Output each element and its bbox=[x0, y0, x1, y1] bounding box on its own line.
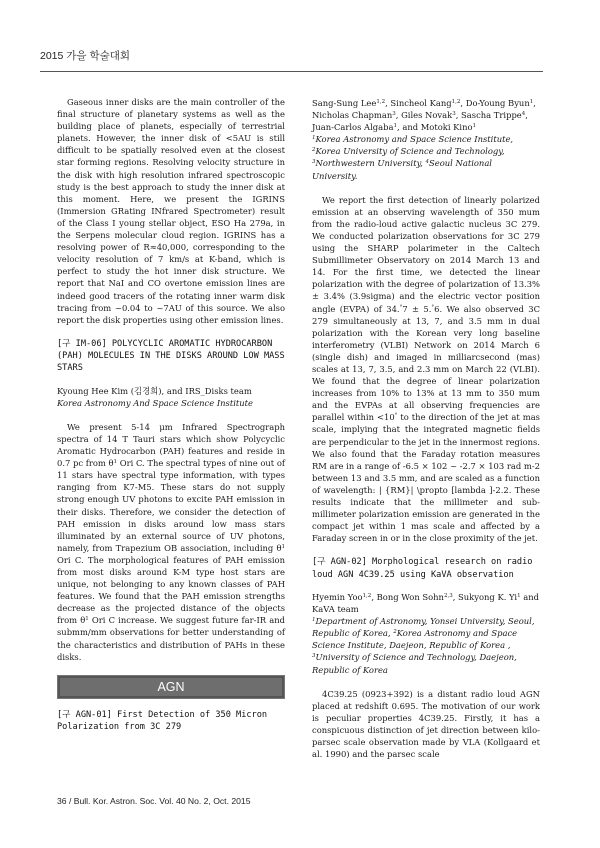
agn02-abstract: 4C39.25 (0923+392) is a distant radio loud AGN placed at redshift 0.695. The motivation of our work is peculiar properties 4C39.25. Firstly, it has a conspicuous distinction of jet direction between kilo-parsec scale observation made by VLA (Kollgaard et al. 1990) and the parsec scale bbox=[312, 688, 540, 760]
agn02-affiliations: $^1$Department of Astronomy, Yonsei University, Seoul, Republic of Korea, $^2$Korea Astronomy and Space Science Institute, Daejeon, Republic of Korea , $^3$University of Science and Technology, Daejeon, Republic of Korea bbox=[312, 616, 535, 675]
agn-section-label: AGN bbox=[60, 678, 282, 696]
agn02-title: [구 AGN-02] Morphological research on radio loud AGN 4C39.25 using KaVA observation bbox=[312, 557, 533, 580]
agn-section-banner bbox=[57, 675, 285, 699]
im06-affiliation: Korea Astronomy And Space Science Institute bbox=[57, 397, 253, 408]
agn01-affiliations: $^1$Korea Astronomy and Space Science Institute, $^2$Korea University of Science and Technology, $^3$Northwestern University, $^4$Seoul National University. bbox=[312, 134, 514, 181]
running-header: 2015 가을 학술대회 bbox=[40, 50, 131, 62]
right-column bbox=[312, 97, 540, 760]
im06-authors: Kyoung Hee Kim (김경희), and IRS_Disks team bbox=[57, 385, 252, 396]
im06-abstract: We present 5-14 μm Infrared Spectrograph spectra of 14 T Tauri stars which show Polycyclic Aromatic Hydrocarbon (PAH) features and reside in 0.7 pc from $\theta^1$ Ori C. The spectral types of nine out of 11 stars have spectral type information, with types ranging from K7-M5. These stars do not supply strong enough UV photons to excite PAH emission in their disks. Therefore, we consider the detection of PAH emission in disks around low mass stars illuminated by an external source of UV photons, namely, from Trapezium OB association, including $\theta^1$ Ori C. The morphological features of PAH emission from most disks around K-M type host stars are unique, not belonging to any known classes of PAH features. We found that the PAH emission strengths decrease as the projected distance of the objects from $\theta^1$ Ori C increase. We suggest future far-IR and submm/mm observations for better understanding of the characteristics and distribution of PAHs in these disks. bbox=[57, 421, 285, 662]
im06-title: [구 IM-06] POLYCYCLIC AROMATIC HYDROCARBON (PAH) MOLECULES IN THE DISKS AROUND LOW MASS STARS bbox=[57, 338, 285, 374]
agn01-abstract: We report the first detection of linearly polarized emission at an observing wavelength of 350 mum from the radio-loud active galactic nucleus 3C 279. We conducted polarization observations for 3C 279 using the SHARP polarimeter in the Caltech Submillimeter Observatory on 2014 March 13 and 14. For the first time, we detected the linear polarization with the degree of polarization of 13.3% ± 3.4% (3.9sigma) and the electric vector position angle (EVPA) of 34.°7 ± 5.°6. We also observed 3C 279 simultaneously at 13, 7, and 3.5 mm in dual polarization with the Korean very long baseline interferometry (VLBI) Network on 2014 March 6 (single dish) and imaged in milliarcsecond (mas) scales at 13, 7, 3.5, and 2.3 mm on March 22 (VLBI). We found that the degree of linear polarization increases from 10% to 13% at 13 mm to 350 mum and the EVPAs at all observing frequencies are parallel within <10° to the direction of the jet at mas scale, implying that the integrated magnetic fields are perpendicular to the jet in the innermost regions. We also found that the Faraday rotation measures RM are in a range of -6.5 × 102 ~ -2.7 × 103 rad m-2 between 13 and 3.5 mm, and are scaled as a function of wavelength: | {RM}| \propto [lambda ]-2.2. These results indicate that the millimeter and sub-millimeter polarization emission are generated in the compact jet within 1 mas scale and affected by a Faraday screen in or in the close proximity of the jet. bbox=[312, 194, 540, 544]
page-footer: 36 / Bull. Kor. Astron. Soc. Vol. 40 No. 2, Oct. 2015 bbox=[57, 796, 251, 806]
intro-abstract: Gaseous inner disks are the main controller of the final structure of planetary systems as well as the building place of planets, especially of terrestrial planets. However, the inner disk of <5AU is still difficult to be spatially resolved even at the closest star forming regions. Resolving velocity structure in the disk with high resolution infrared spectroscopic study is the best approach to study the inner disk at this moment. Here, we present the IGRINS (Immersion GRating INfrared Spectrometer) result of the Class I young stellar object, ESO Ha 279a, in the Serpens molecular cloud region. IGRINS has a resolving power of R≈40,000, corresponding to the velocity resolution of 7 km/s at K-band, which is perfect to study the hot inner disk structure. We report that NaI and CO overtone emission lines are indeed good tracers of the rotating inner warm disk tracing from ~0.04 to ~7AU of this source. We also report the disk properties using other emission lines. bbox=[57, 97, 285, 325]
header-rule bbox=[40, 71, 543, 72]
agn01-authors: Sang-Sung Lee$^{1,2}$, Sincheol Kang$^{1,2}$, Do-Young Byun$^1$, Nicholas Chapman$^3$, Giles Novak$^3$, Sascha Trippe$^4$, Juan-Carlos Algaba$^1$, and Motoki Kino$^1$ bbox=[312, 98, 536, 133]
agn02-authors: Hyemin Yoo$^{1,2}$, Bong Won Sohn$^{2,3}$, Sukyong K. Yi$^1$ and KaVA team bbox=[312, 591, 540, 615]
agn01-title: [구 AGN-01] First Detection of 350 Micron Polarization from 3C 279 bbox=[57, 709, 268, 733]
left-column bbox=[57, 96, 285, 733]
